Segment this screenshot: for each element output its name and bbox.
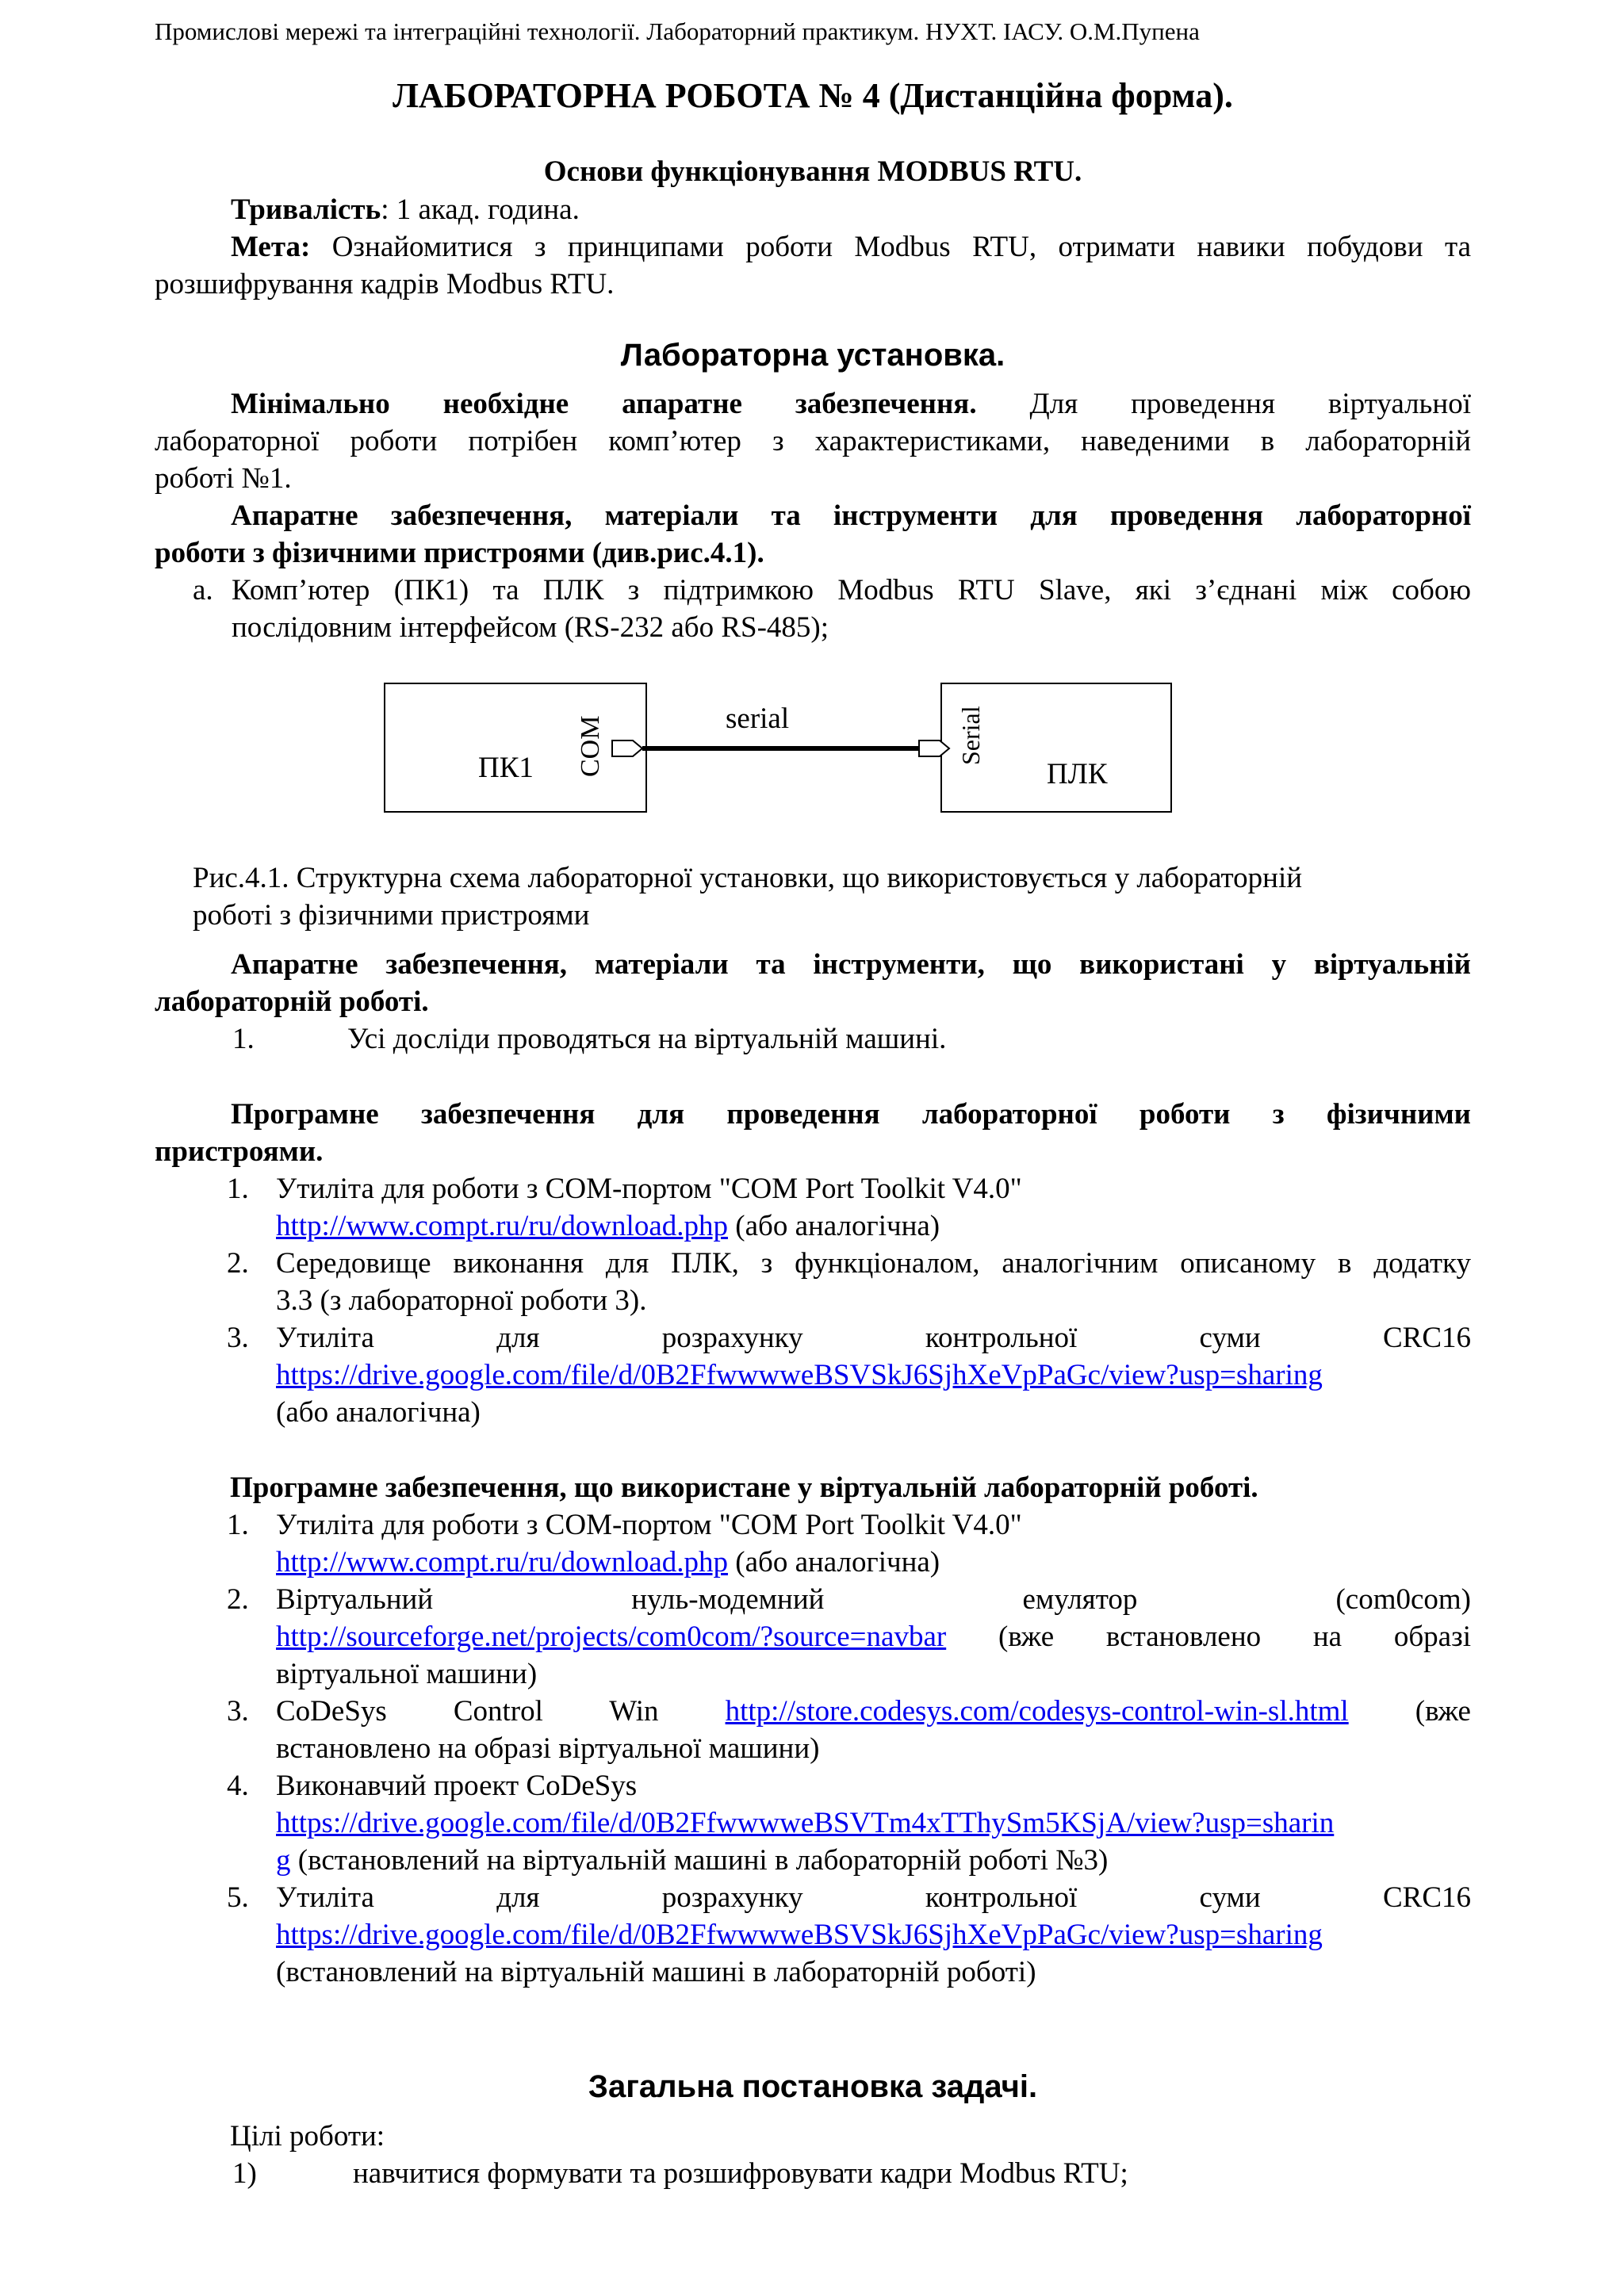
running-header: Промислові мережі та інтеграційні технології. Лабораторний практикум. НУХТ. ІАСУ. О.М.Пупена	[155, 17, 1200, 45]
goal-1-num: 1)	[232, 2157, 257, 2190]
sp-item-3-link[interactable]: https://drive.google.com/file/d/0B2FfwwwweBSVSkJ6SjhXeVpPaGc/view?usp=sharing	[276, 1359, 1323, 1391]
software-physical-heading-1: Програмне забезпечення для проведення лабораторної роботи з фізичними	[231, 1098, 1471, 1131]
section-heading-setup: Лабораторна установка.	[620, 338, 1005, 373]
sp-item-2-num: 2.	[227, 1247, 249, 1280]
sv-item-5-num: 5.	[227, 1881, 249, 1914]
sv-item-3-line-2: встановлено на образі віртуальної машини)	[276, 1732, 820, 1765]
sp-item-2-line-2: 3.3 (з лабораторної роботи 3).	[276, 1284, 647, 1317]
sv-item-4-line-1: Виконавчий проект CoDeSys	[276, 1770, 638, 1802]
sp-item-1-after: (або аналогічна)	[728, 1210, 940, 1242]
pc-label: ПК1	[478, 752, 534, 784]
virtual-hw-line-2: лабораторній роботі.	[155, 985, 429, 1018]
item-a-line-1: Комп’ютер (ПК1) та ПЛК з підтримкою Modbus RTU Slave, які з’єднані між собою	[232, 574, 1471, 607]
sv-item-1	[276, 1506, 1471, 1581]
figure-caption-line-2: роботі з фізичними пристроями	[193, 899, 590, 932]
serial-port-connector	[919, 740, 949, 756]
com-port-label: COM	[576, 715, 605, 777]
sv-item-4	[276, 1767, 1471, 1879]
sv-item-1-line-1: Утиліта для роботи з COM-портом "COM Port Toolkit V4.0"	[276, 1509, 1022, 1541]
serial-link-label: serial	[726, 702, 790, 735]
sv-item-2-line-1: Віртуальний нуль-модемний емулятор (com0com)	[276, 1583, 1471, 1616]
sv-item-5	[276, 1879, 1471, 1991]
sv-item-4-after: (встановлений на віртуальній машині в лабораторній роботі №3)	[290, 1844, 1109, 1877]
section-heading-task: Загальна постановка задачі.	[588, 2069, 1038, 2104]
virtual-hw-item-1-num: 1.	[232, 1023, 255, 1055]
sv-item-2-line-3: віртуальної машини)	[276, 1658, 538, 1690]
sp-item-2-line-1: Середовище виконання для ПЛК, з функціоналом, аналогічним описаному в додатку	[276, 1247, 1471, 1280]
sp-item-3-line-1: Утиліта для розрахунку контрольної суми CRC16	[276, 1322, 1471, 1354]
goals-label: Цілі роботи:	[230, 2120, 385, 2152]
sv-item-1-link[interactable]: http://www.compt.ru/ru/download.php	[276, 1546, 729, 1578]
sp-item-1-link[interactable]: http://www.compt.ru/ru/download.php	[276, 1210, 729, 1242]
sv-item-2-link[interactable]: http://sourceforge.net/projects/com0com/?source=navbar	[276, 1621, 947, 1653]
duration-text: : 1 акад. година.	[381, 193, 580, 226]
sp-item-2	[276, 1245, 1471, 1319]
goal-label: Мета:	[231, 231, 311, 263]
sv-item-4-num: 4.	[227, 1770, 249, 1802]
goal-text-1: Ознайомитися з принципами роботи Modbus RTU, отримати навики побудови та	[310, 231, 1471, 263]
sv-item-3-num: 3.	[227, 1695, 249, 1728]
min-hw-line-2: лабораторної роботи потрібен комп’ютер з характеристиками, наведеними в лабораторній	[155, 425, 1471, 457]
sv-item-5-line-1: Утиліта для розрахунку контрольної суми CRC16	[276, 1881, 1471, 1914]
virtual-hw-line-1: Апаратне забезпечення, матеріали та інструменти, що використані у віртуальній	[231, 948, 1471, 981]
page-subtitle: Основи функціонування MODBUS RTU.	[543, 155, 1082, 188]
virtual-hw-item-1-text: Усі досліди проводяться на віртуальній машині.	[347, 1023, 947, 1055]
sv-item-3-link[interactable]: http://store.codesys.com/codesys-control-win-sl.html	[725, 1695, 1349, 1728]
goal-line-2: розшифрування кадрів Modbus RTU.	[155, 268, 615, 300]
sv-item-1-num: 1.	[227, 1509, 249, 1541]
duration-label: Тривалість	[231, 193, 381, 226]
min-hw-line-1	[155, 385, 1471, 423]
sv-item-4-link-part-1[interactable]: https://drive.google.com/file/d/0B2FfwwwweBSVTm4xTThySm5KSjA/view?usp=sharin	[276, 1807, 1335, 1839]
duration-line	[155, 191, 1471, 228]
phys-hw-line-2: роботи з фізичними пристроями (див.рис.4.1).	[155, 537, 764, 569]
software-physical-heading-2: пристроями.	[155, 1135, 324, 1168]
sp-item-3-num: 3.	[227, 1322, 249, 1354]
goal-line-1	[155, 228, 1471, 266]
setup-diagram	[381, 682, 1182, 817]
min-hw-rest: Для проведення віртуальної	[976, 388, 1472, 420]
sp-item-1-num: 1.	[227, 1173, 249, 1205]
pc-block	[385, 683, 646, 812]
plc-label: ПЛК	[1047, 758, 1108, 790]
sv-item-3-after: (вже	[1348, 1695, 1471, 1728]
sv-item-4-link-part-2[interactable]: g	[276, 1844, 291, 1877]
item-a-marker: a.	[193, 574, 213, 607]
item-a	[232, 572, 1471, 646]
software-virtual-heading: Програмне забезпечення, що використане у віртуальній лабораторній роботі.	[230, 1471, 1258, 1504]
sp-item-3-line-3: (або аналогічна)	[276, 1396, 481, 1429]
item-a-line-2: послідовним інтерфейсом (RS-232 або RS-485);	[232, 611, 829, 644]
com-port-connector	[612, 740, 642, 756]
plc-port-label: Serial	[956, 706, 985, 765]
sv-item-2-num: 2.	[227, 1583, 249, 1616]
sp-item-1-line-1: Утиліта для роботи з COM-портом "COM Port Toolkit V4.0"	[276, 1173, 1022, 1205]
sp-item-3	[276, 1319, 1471, 1431]
figure-caption-line-1: Рис.4.1. Структурна схема лабораторної установки, що використовується у лабораторній	[193, 862, 1303, 894]
sv-item-3-before: CoDeSys Control Win	[276, 1695, 726, 1728]
min-hw-bold: Мінімально необхідне апаратне забезпечення.	[231, 388, 977, 420]
sv-item-5-line-3: (встановлений на віртуальній машині в лабораторній роботі)	[276, 1956, 1036, 1988]
sp-item-1	[276, 1170, 1471, 1245]
goal-1-text: навчитися формувати та розшифровувати кадри Modbus RTU;	[353, 2157, 1128, 2190]
phys-hw-line-1: Апаратне забезпечення, матеріали та інструменти для проведення лабораторної	[231, 499, 1471, 532]
sv-item-3	[276, 1693, 1471, 1767]
page-title: ЛАБОРАТОРНА РОБОТА № 4 (Дистанційна форма).	[393, 76, 1233, 115]
sv-item-1-after: (або аналогічна)	[728, 1546, 940, 1578]
min-hw-line-3: роботі №1.	[155, 462, 292, 495]
sv-item-5-link[interactable]: https://drive.google.com/file/d/0B2FfwwwweBSVSkJ6SjhXeVpPaGc/view?usp=sharing	[276, 1919, 1323, 1951]
sv-item-2	[276, 1581, 1471, 1693]
sv-item-2-after: (вже встановлено на образі	[946, 1621, 1471, 1653]
